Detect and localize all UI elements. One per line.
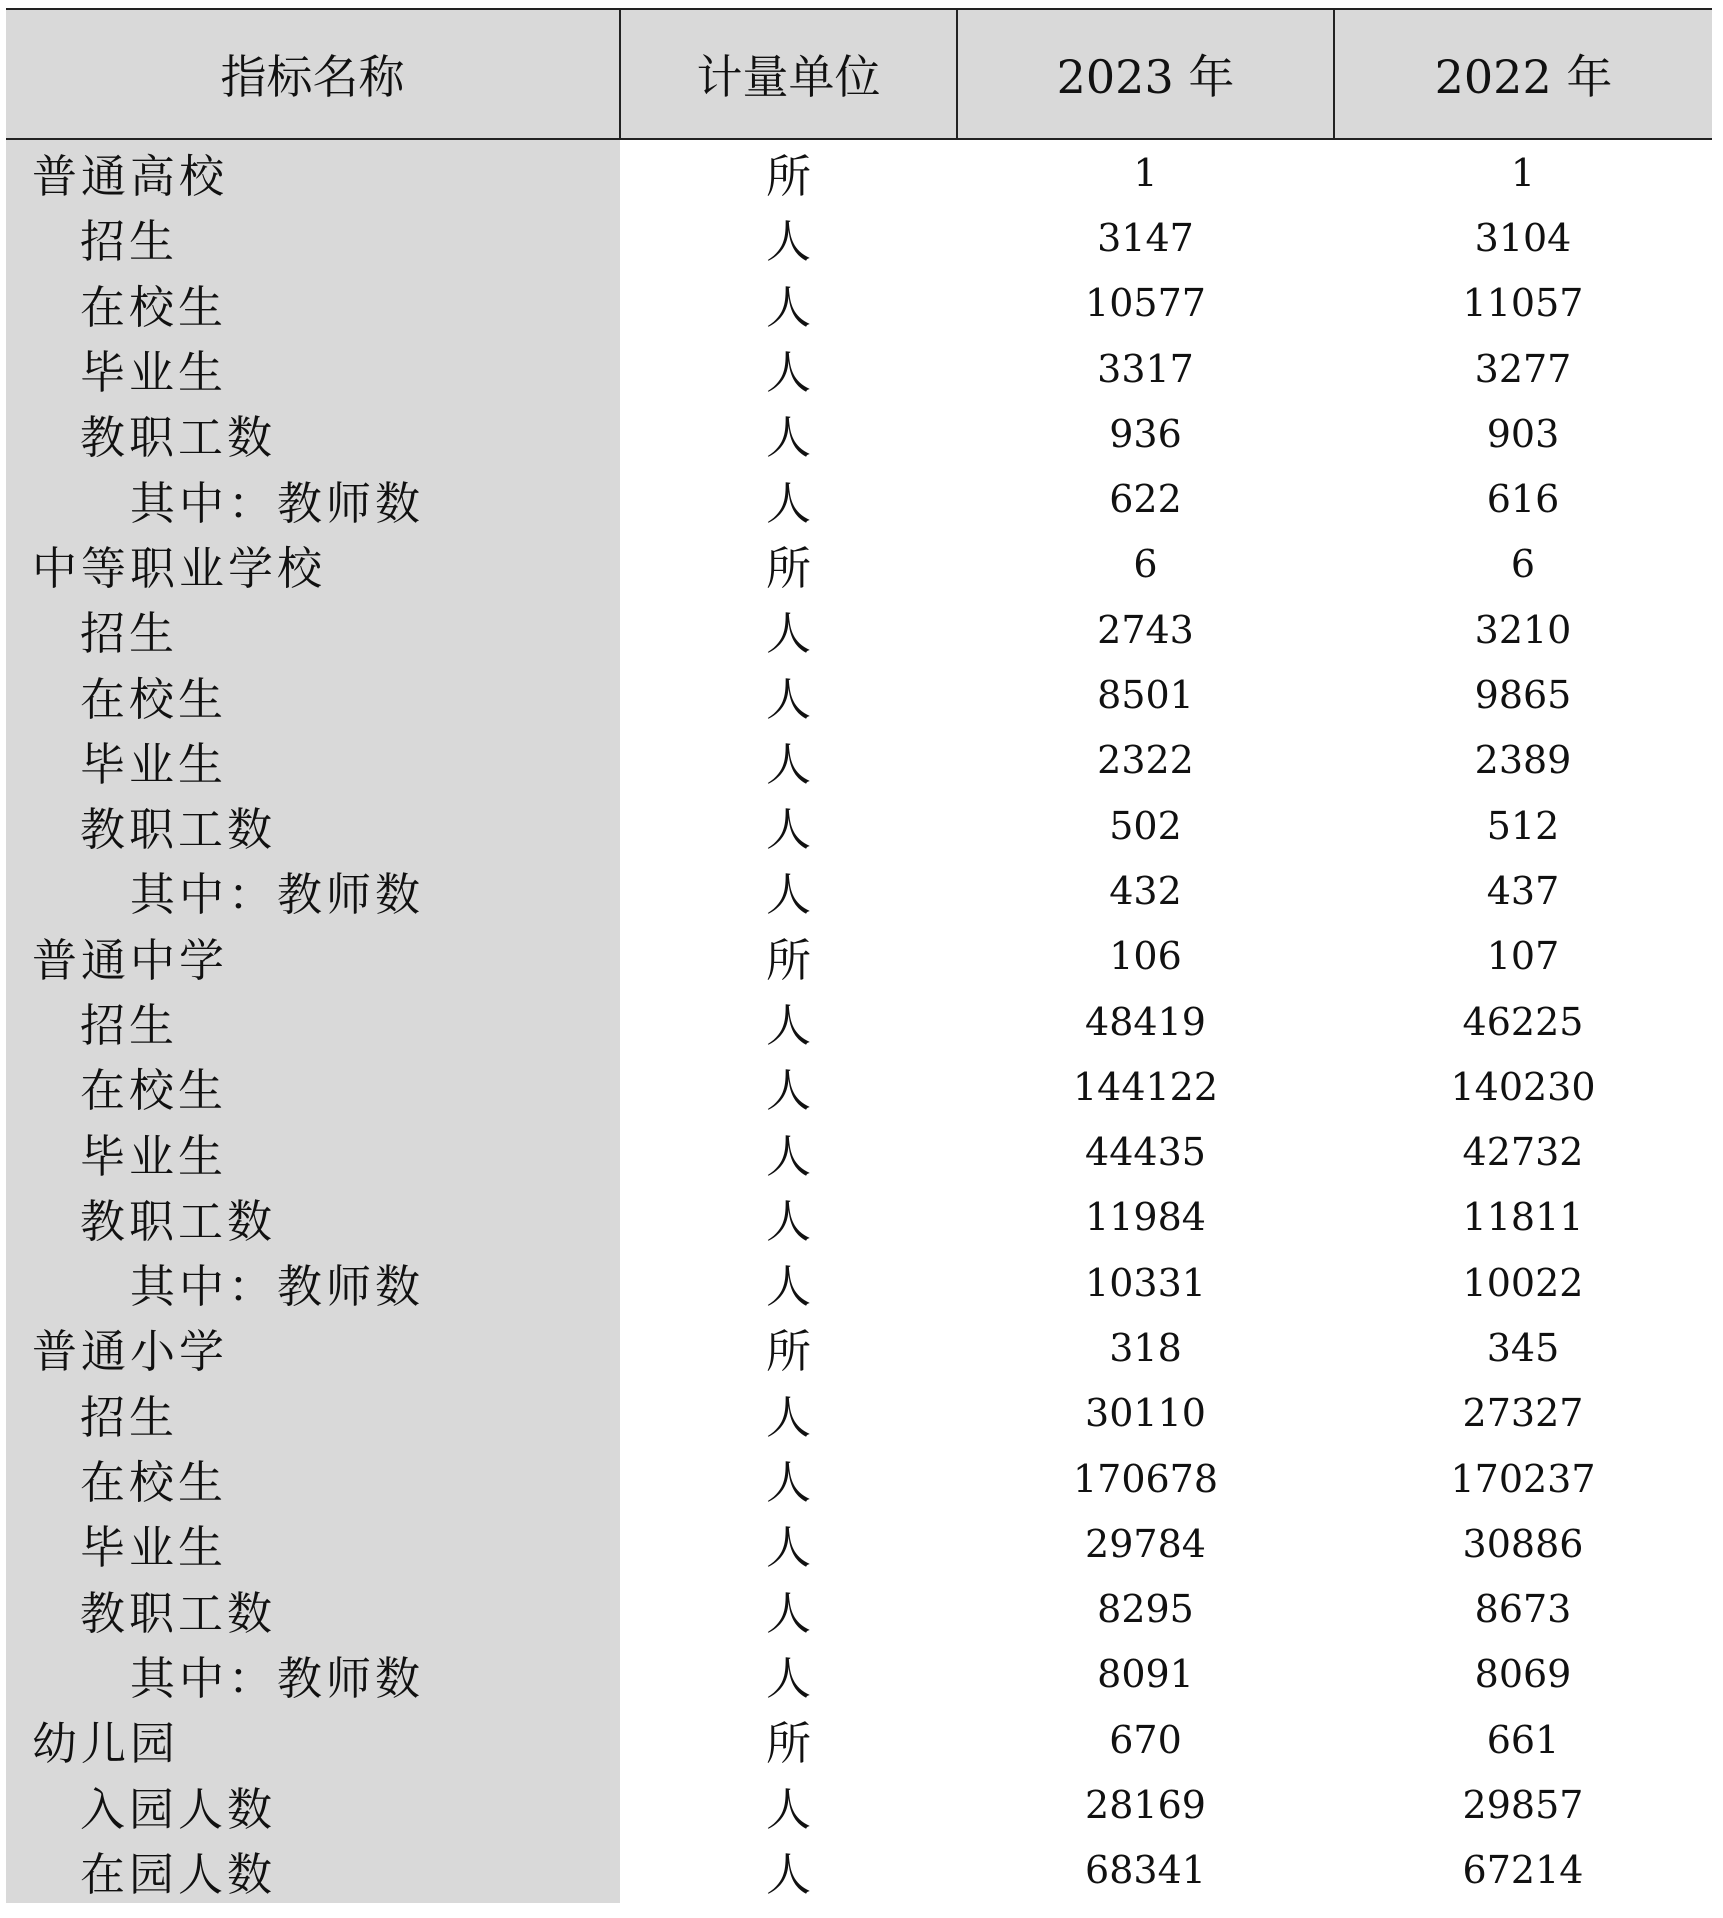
value-2022: 345 [1486, 1325, 1560, 1370]
unit: 人 [765, 1064, 811, 1118]
value-2023: 10577 [1085, 281, 1206, 326]
indicator-name: 招生 [6, 1381, 620, 1446]
value-2023: 502 [1109, 803, 1182, 848]
indicator-name: 教职工数 [6, 401, 620, 466]
value-2023: 11984 [1085, 1195, 1206, 1240]
value-2023: 48419 [1085, 999, 1206, 1044]
unit: 人 [765, 868, 811, 922]
indicator-name: 教职工数 [6, 1185, 620, 1250]
table-row [6, 336, 1712, 401]
indicator-name: 招生 [6, 989, 620, 1054]
table-row [6, 1511, 1712, 1576]
value-2023: 106 [1109, 934, 1182, 979]
value-2023: 8295 [1097, 1587, 1194, 1632]
table-body [6, 139, 1712, 1903]
value-2023: 2743 [1097, 607, 1194, 652]
indicator-name: 在校生 [6, 662, 620, 727]
table-row [6, 1185, 1712, 1250]
table-row [6, 1054, 1712, 1119]
value-2022: 29857 [1462, 1783, 1584, 1828]
table-row [6, 1446, 1712, 1511]
unit: 人 [765, 999, 811, 1052]
unit: 人 [765, 1586, 811, 1640]
table-row [6, 662, 1712, 727]
value-2022: 616 [1486, 477, 1560, 522]
value-2022: 661 [1486, 1717, 1560, 1762]
unit: 所 [765, 1717, 811, 1771]
table-row [6, 728, 1712, 793]
indicator-name: 普通高校 [6, 139, 620, 205]
table-row [6, 858, 1712, 923]
value-2022: 140230 [1450, 1064, 1596, 1109]
unit: 人 [765, 346, 811, 400]
table-row [6, 1642, 1712, 1707]
indicator-name: 毕业生 [6, 336, 620, 401]
indicator-name: 在校生 [6, 1054, 620, 1119]
value-2023: 8501 [1097, 673, 1194, 718]
unit: 人 [765, 607, 811, 661]
table-row [6, 1577, 1712, 1642]
education-statistics-table [6, 8, 1712, 1903]
indicator-name: 招生 [6, 205, 620, 270]
value-2022: 512 [1486, 803, 1560, 848]
value-2023: 10331 [1085, 1260, 1206, 1305]
unit: 人 [765, 803, 811, 857]
table-row [6, 1119, 1712, 1184]
indicator-name: 其中：教师数 [6, 1642, 620, 1707]
value-2023: 3147 [1097, 215, 1194, 260]
value-2023: 30110 [1085, 1391, 1206, 1436]
value-2022: 11057 [1462, 281, 1584, 326]
value-2023: 44435 [1085, 1130, 1206, 1175]
table-row [6, 1381, 1712, 1446]
unit: 所 [765, 1325, 811, 1379]
indicator-name: 毕业生 [6, 1511, 620, 1576]
indicator-name: 教职工数 [6, 793, 620, 858]
unit: 所 [765, 150, 811, 204]
indicator-name: 其中：教师数 [6, 466, 620, 531]
table-row [6, 532, 1712, 597]
value-2022: 3104 [1474, 215, 1572, 260]
indicator-name: 毕业生 [6, 1119, 620, 1184]
value-2023: 318 [1109, 1325, 1182, 1370]
indicator-name: 毕业生 [6, 728, 620, 793]
unit: 人 [765, 1194, 811, 1248]
header-year-2023: 2023 年 [957, 9, 1334, 139]
value-2022: 8069 [1474, 1652, 1572, 1697]
table-row [6, 401, 1712, 466]
unit: 人 [765, 411, 811, 465]
unit: 人 [765, 1390, 811, 1444]
table-header [6, 9, 1712, 139]
value-2023: 170678 [1072, 1456, 1219, 1501]
unit: 人 [765, 672, 811, 726]
value-2022: 30886 [1462, 1521, 1584, 1566]
value-2022: 9865 [1474, 673, 1572, 718]
unit: 人 [765, 476, 811, 530]
table-row [6, 271, 1712, 336]
unit: 人 [765, 737, 811, 791]
value-2023: 144122 [1072, 1064, 1219, 1109]
table-row [6, 1707, 1712, 1772]
value-2023: 936 [1109, 411, 1182, 456]
value-2023: 28169 [1085, 1783, 1206, 1828]
indicator-name: 其中：教师数 [6, 1250, 620, 1315]
unit: 所 [765, 933, 811, 987]
value-2022: 1 [1510, 150, 1536, 195]
indicator-name: 在校生 [6, 1446, 620, 1511]
indicator-name: 教职工数 [6, 1577, 620, 1642]
unit: 人 [765, 1521, 811, 1575]
header-indicator-name: 指标名称 [6, 9, 620, 139]
indicator-name: 其中：教师数 [6, 858, 620, 923]
value-2023: 29784 [1085, 1521, 1206, 1566]
indicator-name: 中等职业学校 [6, 532, 620, 597]
value-2023: 6 [1133, 542, 1158, 587]
value-2022: 2389 [1474, 738, 1572, 783]
value-2022: 42732 [1462, 1130, 1584, 1175]
unit: 人 [765, 1651, 811, 1705]
value-2023: 8091 [1097, 1652, 1194, 1697]
unit: 人 [765, 1260, 811, 1314]
indicator-name: 普通中学 [6, 924, 620, 989]
value-2022: 8673 [1474, 1587, 1572, 1632]
table-row [6, 924, 1712, 989]
value-2022: 107 [1486, 934, 1560, 979]
value-2022: 10022 [1462, 1260, 1584, 1305]
value-2023: 670 [1109, 1717, 1182, 1762]
unit: 所 [765, 541, 811, 595]
indicator-name: 幼儿园 [6, 1707, 620, 1772]
unit: 人 [765, 1456, 811, 1510]
table-row [6, 1250, 1712, 1315]
value-2022: 3277 [1474, 346, 1572, 391]
indicator-name: 在园人数 [6, 1838, 620, 1903]
value-2023: 1 [1133, 150, 1158, 195]
value-2023: 3317 [1097, 346, 1194, 391]
value-2022: 437 [1486, 868, 1560, 913]
unit: 人 [765, 280, 811, 334]
header-row [6, 9, 1712, 139]
header-year-2022: 2022 年 [1334, 9, 1712, 139]
value-2023: 432 [1109, 868, 1182, 913]
value-2022: 46225 [1462, 999, 1584, 1044]
table-row [6, 989, 1712, 1054]
unit: 人 [765, 1847, 811, 1901]
value-2022: 11811 [1462, 1195, 1584, 1240]
indicator-name: 入园人数 [6, 1772, 620, 1837]
unit: 人 [765, 1782, 811, 1836]
table-row [6, 1838, 1712, 1903]
table-row [6, 466, 1712, 531]
value-2022: 6 [1510, 542, 1536, 587]
value-2023: 68341 [1085, 1848, 1206, 1893]
table-row [6, 1772, 1712, 1837]
value-2022: 903 [1486, 411, 1560, 456]
value-2022: 67214 [1462, 1848, 1584, 1893]
value-2022: 170237 [1450, 1456, 1596, 1501]
value-2023: 622 [1109, 477, 1182, 522]
unit: 人 [765, 215, 811, 269]
indicator-name: 普通小学 [6, 1315, 620, 1380]
table-row [6, 597, 1712, 662]
value-2023: 2322 [1097, 738, 1194, 783]
indicator-name: 在校生 [6, 271, 620, 336]
table-row [6, 1315, 1712, 1380]
table-row [6, 205, 1712, 270]
table-row [6, 139, 1712, 205]
value-2022: 27327 [1462, 1391, 1584, 1436]
value-2022: 3210 [1474, 607, 1572, 652]
indicator-name: 招生 [6, 597, 620, 662]
header-unit: 计量单位 [620, 9, 957, 139]
unit: 人 [765, 1129, 811, 1183]
table-row [6, 793, 1712, 858]
